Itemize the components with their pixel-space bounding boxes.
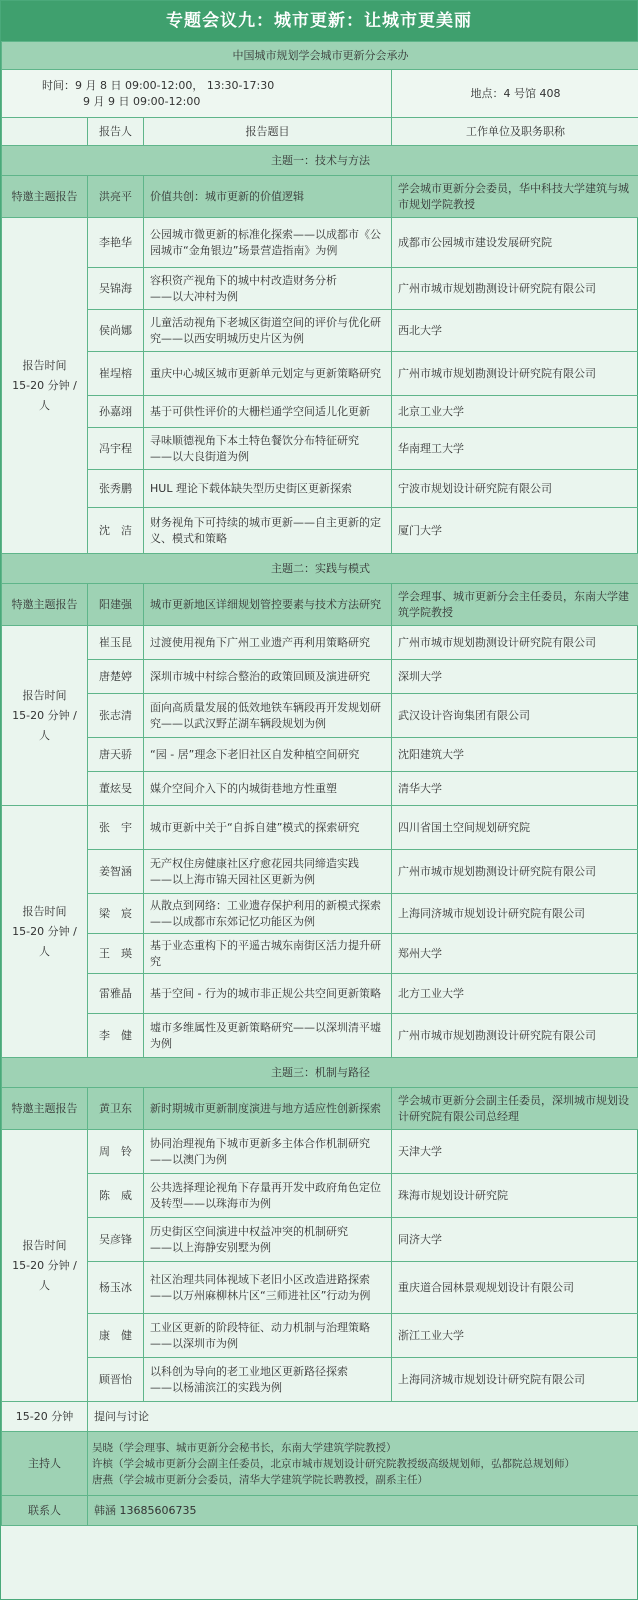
report-topic: 价值共创：城市更新的价值逻辑 xyxy=(144,176,392,218)
report-topic: 深圳市城中村综合整治的政策回顾及演进研究 xyxy=(144,660,392,694)
theme-2 xyxy=(2,554,638,584)
report-time-line-2: 15-20 分钟 / 人 xyxy=(12,378,77,412)
report-topic: 墟市多维属性及更新策略研究——以深圳清平墟为例 xyxy=(144,1014,392,1058)
speaker-name: 崔玉昆 xyxy=(88,626,144,660)
speaker-org: 上海同济城市规划设计研究院有限公司 xyxy=(392,1358,638,1402)
report-topic: HUL 理论下载体缺失型历史街区更新探索 xyxy=(144,470,392,508)
header-row xyxy=(2,118,638,146)
report-row xyxy=(2,894,638,934)
report-topic: 公园城市微更新的标准化探索——以成都市《公园城市“金角银边”场景营造指南》为例 xyxy=(144,218,392,268)
report-row xyxy=(2,850,638,894)
report-row xyxy=(2,772,638,806)
report-row xyxy=(2,470,638,508)
report-row xyxy=(2,508,638,554)
speaker-name: 康 健 xyxy=(88,1314,144,1358)
speaker-name: 顾晋怡 xyxy=(88,1358,144,1402)
report-row xyxy=(2,310,638,352)
organizer-row xyxy=(2,42,638,70)
speaker-org: 同济大学 xyxy=(392,1218,638,1262)
speaker-name: 孙嘉翊 xyxy=(88,396,144,428)
report-topic: 社区治理共同体视域下老旧小区改造进路探索——以万州麻柳林片区“三师进社区”行动为例 xyxy=(144,1262,392,1314)
report-row xyxy=(2,974,638,1014)
report-time-line-2: 15-20 分钟 / 人 xyxy=(12,1258,77,1292)
report-topic: 面向高质量发展的低效地铁车辆段再开发规划研究——以武汉野芷湖车辆段规划为例 xyxy=(144,694,392,738)
report-row xyxy=(2,660,638,694)
report-topic: 儿童活动视角下老城区街道空间的评价与优化研究——以西安明城历史片区为例 xyxy=(144,310,392,352)
keynote-label: 特邀主题报告 xyxy=(2,1088,88,1130)
report-time-line-2: 15-20 分钟 / 人 xyxy=(12,708,77,742)
speaker-org: 武汉设计咨询集团有限公司 xyxy=(392,694,638,738)
speaker-name: 梁 宸 xyxy=(88,894,144,934)
report-topic: 基于业态重构下的平遥古城东南街区活力提升研究 xyxy=(144,934,392,974)
report-row xyxy=(2,218,638,268)
report-time-line-1: 报告时间 xyxy=(22,1238,67,1252)
contact-label: 联系人 xyxy=(2,1496,88,1526)
speaker-name: 张志清 xyxy=(88,694,144,738)
keynote-label: 特邀主题报告 xyxy=(2,176,88,218)
speaker-name: 唐天骄 xyxy=(88,738,144,772)
keynote-row xyxy=(2,584,638,626)
speaker-name: 洪亮平 xyxy=(88,176,144,218)
theme-2-title: 主题二：实践与模式 xyxy=(2,554,638,584)
theme-1-title: 主题一：技术与方法 xyxy=(2,146,638,176)
speaker-org: 广州市城市规划勘测设计研究院有限公司 xyxy=(392,626,638,660)
report-topic: 历史街区空间演进中权益冲突的机制研究 ——以上海静安别墅为例 xyxy=(144,1218,392,1262)
speaker-org: 学会城市更新分会委员，华中科技大学建筑与城市规划学院教授 xyxy=(392,176,638,218)
report-topic: 寻味顺德视角下本土特色餐饮分布特征研究 ——以大良街道为例 xyxy=(144,428,392,470)
report-topic: 媒介空间介入下的内城街巷地方性重塑 xyxy=(144,772,392,806)
speaker-name: 冯宇程 xyxy=(88,428,144,470)
contact-value: 韩涵 13685606735 xyxy=(88,1496,638,1526)
report-row xyxy=(2,806,638,850)
time-line-1: 时间：9 月 8 日 09:00-12:00， 13:30-17:30 xyxy=(42,78,275,92)
speaker-name: 李 健 xyxy=(88,1014,144,1058)
report-row xyxy=(2,268,638,310)
speaker-name: 王 瑛 xyxy=(88,934,144,974)
host-list xyxy=(88,1432,638,1496)
discussion-time: 15-20 分钟 xyxy=(2,1402,88,1432)
report-row xyxy=(2,352,638,396)
speaker-org: 天津大学 xyxy=(392,1130,638,1174)
report-topic: 工业区更新的阶段特征、动力机制与治理策略——以深圳市为例 xyxy=(144,1314,392,1358)
speaker-org: 四川省国土空间规划研究院 xyxy=(392,806,638,850)
speaker-org: 西北大学 xyxy=(392,310,638,352)
speaker-org: 沈阳建筑大学 xyxy=(392,738,638,772)
speaker-name: 阳建强 xyxy=(88,584,144,626)
report-topic: 公共选择理论视角下存量再开发中政府角色定位及转型——以珠海市为例 xyxy=(144,1174,392,1218)
report-row xyxy=(2,694,638,738)
report-topic: “园 - 居”理念下老旧社区自发种植空间研究 xyxy=(144,738,392,772)
speaker-name: 杨玉冰 xyxy=(88,1262,144,1314)
report-topic: 无产权住房健康社区疗愈花园共同缔造实践 ——以上海市锦天园社区更新为例 xyxy=(144,850,392,894)
report-time-label xyxy=(2,218,88,554)
report-topic: 容积资产视角下的城中村改造财务分析 ——以大冲村为例 xyxy=(144,268,392,310)
speaker-name: 周 铃 xyxy=(88,1130,144,1174)
report-topic: 基于空间 - 行为的城市非正规公共空间更新策略 xyxy=(144,974,392,1014)
header-topic: 报告题目 xyxy=(144,118,392,146)
speaker-name: 吴彦锋 xyxy=(88,1218,144,1262)
report-row xyxy=(2,396,638,428)
report-row xyxy=(2,1014,638,1058)
speaker-org: 广州市城市规划勘测设计研究院有限公司 xyxy=(392,1014,638,1058)
speaker-org: 成都市公园城市建设发展研究院 xyxy=(392,218,638,268)
speaker-org: 学会理事、城市更新分会主任委员，东南大学建筑学院教授 xyxy=(392,584,638,626)
speaker-name: 陈 威 xyxy=(88,1174,144,1218)
speaker-org: 厦门大学 xyxy=(392,508,638,554)
speaker-name: 吴锦海 xyxy=(88,268,144,310)
discussion-text: 提问与讨论 xyxy=(88,1402,638,1432)
keynote-label: 特邀主题报告 xyxy=(2,584,88,626)
speaker-name: 雷雅晶 xyxy=(88,974,144,1014)
time-cell xyxy=(2,70,392,118)
theme-3-title: 主题三：机制与路径 xyxy=(2,1058,638,1088)
speaker-org: 上海同济城市规划设计研究院有限公司 xyxy=(392,894,638,934)
report-topic: 以科创为导向的老工业地区更新路径探索 ——以杨浦滨江的实践为例 xyxy=(144,1358,392,1402)
speaker-name: 侯尚娜 xyxy=(88,310,144,352)
speaker-name: 沈 洁 xyxy=(88,508,144,554)
report-topic: 财务视角下可持续的城市更新——自主更新的定义、模式和策略 xyxy=(144,508,392,554)
speaker-org: 广州市城市规划勘测设计研究院有限公司 xyxy=(392,850,638,894)
report-row xyxy=(2,1262,638,1314)
speaker-org: 深圳大学 xyxy=(392,660,638,694)
speaker-name: 崔埕榕 xyxy=(88,352,144,396)
report-topic: 城市更新地区详细规划管控要素与技术方法研究 xyxy=(144,584,392,626)
speaker-name: 黄卫东 xyxy=(88,1088,144,1130)
report-time-label xyxy=(2,806,88,1058)
speaker-org: 清华大学 xyxy=(392,772,638,806)
host-line: 许槟（学会城市更新分会副主任委员，北京市城市规划设计研究院教授级高级规划师，弘都院总规划师） xyxy=(92,1457,575,1470)
speaker-org: 重庆道合园林景观规划设计有限公司 xyxy=(392,1262,638,1314)
report-time-label xyxy=(2,626,88,806)
theme-3 xyxy=(2,1058,638,1088)
speaker-org: 宁波市规划设计研究院有限公司 xyxy=(392,470,638,508)
header-blank xyxy=(2,118,88,146)
speaker-name: 李艳华 xyxy=(88,218,144,268)
speaker-org: 北京工业大学 xyxy=(392,396,638,428)
report-time-line-1: 报告时间 xyxy=(22,358,67,372)
page-title: 专题会议九：城市更新：让城市更美丽 xyxy=(1,1,637,41)
report-row xyxy=(2,1358,638,1402)
speaker-org: 北方工业大学 xyxy=(392,974,638,1014)
report-topic: 重庆中心城区城市更新单元划定与更新策略研究 xyxy=(144,352,392,396)
speaker-org: 浙江工业大学 xyxy=(392,1314,638,1358)
speaker-org: 学会城市更新分会副主任委员，深圳城市规划设计研究院有限公司总经理 xyxy=(392,1088,638,1130)
discussion-row xyxy=(2,1402,638,1432)
report-topic: 新时期城市更新制度演进与地方适应性创新探索 xyxy=(144,1088,392,1130)
location-text: 地点：4 号馆 408 xyxy=(392,70,638,118)
report-row xyxy=(2,428,638,470)
host-line: 吴晓（学会理事、城市更新分会秘书长，东南大学建筑学院教授） xyxy=(92,1441,397,1454)
report-time-line-1: 报告时间 xyxy=(22,904,67,918)
report-topic: 过渡使用视角下广州工业遗产再利用策略研究 xyxy=(144,626,392,660)
report-row xyxy=(2,1218,638,1262)
header-speaker: 报告人 xyxy=(88,118,144,146)
report-topic: 基于可供性评价的大栅栏通学空间适儿化更新 xyxy=(144,396,392,428)
speaker-org: 珠海市规划设计研究院 xyxy=(392,1174,638,1218)
report-row xyxy=(2,738,638,772)
report-topic: 从散点到网络：工业遗存保护利用的新模式探索——以成都市东郊记忆功能区为例 xyxy=(144,894,392,934)
keynote-row xyxy=(2,1088,638,1130)
time-line-2: 9 月 9 日 09:00-12:00 xyxy=(83,94,201,108)
speaker-name: 姜智涵 xyxy=(88,850,144,894)
report-row xyxy=(2,1174,638,1218)
speaker-name: 唐楚婷 xyxy=(88,660,144,694)
theme-1 xyxy=(2,146,638,176)
report-row xyxy=(2,1314,638,1358)
report-time-line-2: 15-20 分钟 / 人 xyxy=(12,924,77,958)
host-row xyxy=(2,1432,638,1496)
report-row xyxy=(2,626,638,660)
speaker-org: 华南理工大学 xyxy=(392,428,638,470)
speaker-org: 广州市城市规划勘测设计研究院有限公司 xyxy=(392,352,638,396)
report-topic: 城市更新中关于“自拆自建”模式的探索研究 xyxy=(144,806,392,850)
host-line: 唐燕（学会城市更新分会委员，清华大学建筑学院长聘教授，副系主任） xyxy=(92,1473,428,1486)
speaker-name: 张秀鹏 xyxy=(88,470,144,508)
report-time-label xyxy=(2,1130,88,1402)
report-row xyxy=(2,934,638,974)
header-org: 工作单位及职务职称 xyxy=(392,118,638,146)
speaker-org: 广州市城市规划勘测设计研究院有限公司 xyxy=(392,268,638,310)
speaker-name: 张 宇 xyxy=(88,806,144,850)
speaker-org: 郑州大学 xyxy=(392,934,638,974)
contact-row xyxy=(2,1496,638,1526)
time-location-row xyxy=(2,70,638,118)
schedule-table xyxy=(1,41,638,1526)
report-row xyxy=(2,1130,638,1174)
organizer-text: 中国城市规划学会城市更新分会承办 xyxy=(2,42,638,70)
speaker-name: 董炫旻 xyxy=(88,772,144,806)
keynote-row xyxy=(2,176,638,218)
report-time-line-1: 报告时间 xyxy=(22,688,67,702)
host-label: 主持人 xyxy=(2,1432,88,1496)
report-topic: 协同治理视角下城市更新多主体合作机制研究——以澳门为例 xyxy=(144,1130,392,1174)
